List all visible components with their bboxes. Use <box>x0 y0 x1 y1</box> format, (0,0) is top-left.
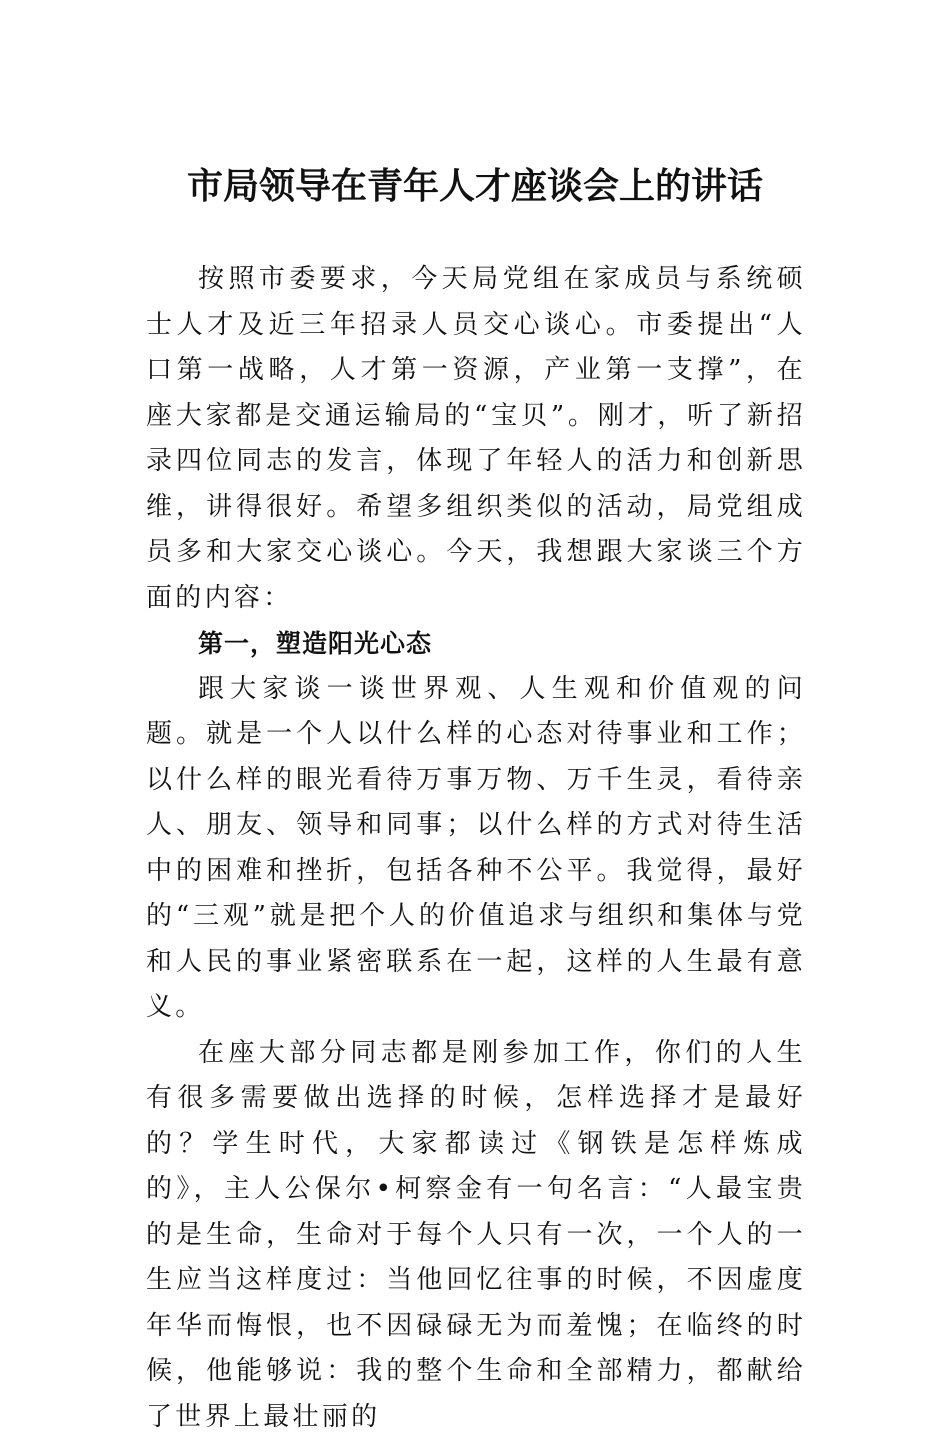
document-title: 市局领导在青年人才座谈会上的讲话 <box>0 160 950 212</box>
paragraph-worldview: 跟大家谈一谈世界观、人生观和价值观的问题。就是一个人以什么样的心态对待事业和工作；以什么样的眼光看待万事万物、万千生灵，看待亲人、朋友、领导和同事；以什么样的方式对待生活中的困难和挫折，包括各种不公平。我觉得，最好的“三观”就是把个人的价值追求与组织和集体与党和人民的事业紧密联系在一起，这样的人生最有意义。 <box>146 667 806 1031</box>
paragraph-intro: 按照市委要求，今天局党组在家成员与系统硕士人才及近三年招录人员交心谈心。市委提出“人口第一战略，人才第一资源，产业第一支撑”，在座大家都是交通运输局的“宝贝”。刚才，听了新招录四位同志的发言，体现了年轻人的活力和创新思维，讲得很好。希望多组织类似的活动，局党组成员多和大家交心谈心。今天，我想跟大家谈三个方面的内容： <box>146 257 806 621</box>
paragraph-choices: 在座大部分同志都是刚参加工作，你们的人生有很多需要做出选择的时候，怎样选择才是最好的？学生时代，大家都读过《钢铁是怎样炼成的》，主人公保尔•柯察金有一句名言：“人最宝贵的是生命，生命对于每个人只有一次，一个人的一生应当这样度过：当他回忆往事的时候，不因虚度年华而悔恨，也不因碌碌无为而羞愧；在临终的时候，他能够说：我的整个生命和全部精力，都献给了世界上最壮丽的 <box>146 1031 806 1440</box>
document-body <box>146 257 806 1440</box>
section-heading: 第一，塑造阳光心态 <box>146 621 806 667</box>
